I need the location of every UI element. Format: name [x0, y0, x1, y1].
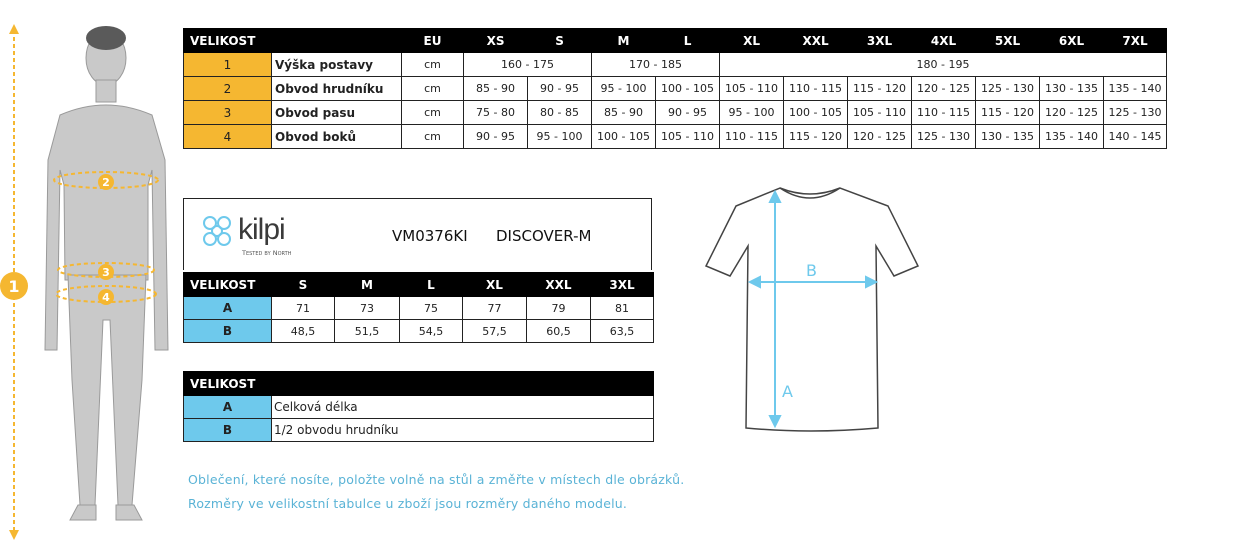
- model-header-box: [183, 198, 652, 270]
- table-row: [184, 101, 1167, 125]
- table-row: [184, 419, 654, 442]
- value-cell: 90 - 95: [464, 125, 528, 149]
- value-cell: 100 - 105: [656, 77, 720, 101]
- value-cell: 110 - 115: [912, 101, 976, 125]
- row-number: 2: [184, 77, 272, 101]
- value-cell: 90 - 95: [528, 77, 592, 101]
- value-cell: 125 - 130: [976, 77, 1040, 101]
- model-size-table: [183, 272, 654, 343]
- row-description: 1/2 obvodu hrudníku: [272, 419, 654, 442]
- size-table-header: [184, 29, 1167, 53]
- tshirt-diagram: [700, 182, 930, 438]
- value-cell: 85 - 90: [464, 77, 528, 101]
- unit-cell: cm: [402, 77, 464, 101]
- label-a: A: [782, 382, 793, 401]
- marker-3-label: 3: [102, 266, 110, 279]
- marker-2-label: 2: [102, 176, 110, 189]
- model-code: VM0376KI: [392, 227, 468, 245]
- row-label: B: [184, 320, 272, 343]
- header-size: XL: [720, 29, 784, 53]
- value-cell: 115 - 120: [848, 77, 912, 101]
- value-cell: 71: [272, 297, 335, 320]
- header-size: 5XL: [976, 29, 1040, 53]
- header-size: XXL: [784, 29, 848, 53]
- header-size: 7XL: [1104, 29, 1167, 53]
- value-cell: 110 - 115: [720, 125, 784, 149]
- row-label: Obvod boků: [272, 125, 402, 149]
- legend-table-header: [184, 372, 654, 396]
- value-cell: 90 - 95: [656, 101, 720, 125]
- header-size: M: [335, 273, 400, 297]
- header-size: M: [592, 29, 656, 53]
- value-cell: 63,5: [591, 320, 654, 343]
- row-label: Obvod pasu: [272, 101, 402, 125]
- header-size: S: [528, 29, 592, 53]
- value-cell: 51,5: [335, 320, 400, 343]
- note-line-2: Rozměry ve velikostní tabulce u zboží jsou rozměry daného modelu.: [188, 496, 628, 511]
- header-velikost: VELIKOST: [184, 273, 272, 297]
- value-cell: 130 - 135: [1040, 77, 1104, 101]
- row-number: 3: [184, 101, 272, 125]
- value-cell: 75: [400, 297, 463, 320]
- value-cell: 73: [335, 297, 400, 320]
- row-label: Obvod hrudníku: [272, 77, 402, 101]
- model-table-header: [184, 273, 654, 297]
- header-size: 3XL: [848, 29, 912, 53]
- row-number: 4: [184, 125, 272, 149]
- row-label: Výška postavy: [272, 53, 402, 77]
- value-cell: 85 - 90: [592, 101, 656, 125]
- body-measurement-figure: [0, 20, 180, 550]
- label-b: B: [806, 261, 817, 280]
- value-cell: 100 - 105: [592, 125, 656, 149]
- value-cell: 110 - 115: [784, 77, 848, 101]
- model-name: DISCOVER-M: [496, 227, 592, 245]
- value-cell: 125 - 130: [912, 125, 976, 149]
- value-cell: 105 - 110: [656, 125, 720, 149]
- value-cell: 130 - 135: [976, 125, 1040, 149]
- value-cell: 105 - 110: [848, 101, 912, 125]
- value-cell: 54,5: [400, 320, 463, 343]
- legend-table: [183, 371, 654, 442]
- value-cell: 120 - 125: [912, 77, 976, 101]
- row-label: A: [184, 396, 272, 419]
- note-line-1: Oblečení, které nosíte, položte volně na stůl a změřte v místech dle obrázků.: [188, 472, 685, 487]
- value-cell: 80 - 85: [528, 101, 592, 125]
- header-velikost: VELIKOST: [184, 29, 402, 53]
- value-cell: 79: [527, 297, 591, 320]
- table-row: [184, 53, 1167, 77]
- value-cell: 135 - 140: [1104, 77, 1167, 101]
- row-label: A: [184, 297, 272, 320]
- brand-name: kilpi: [238, 213, 285, 246]
- value-cell: 75 - 80: [464, 101, 528, 125]
- value-cell: 115 - 120: [784, 125, 848, 149]
- header-size: XS: [464, 29, 528, 53]
- header-size: 6XL: [1040, 29, 1104, 53]
- range-cell: 160 - 175: [464, 53, 592, 77]
- range-cell: 180 - 195: [720, 53, 1167, 77]
- row-number: 1: [184, 53, 272, 77]
- value-cell: 95 - 100: [528, 125, 592, 149]
- value-cell: 105 - 110: [720, 77, 784, 101]
- unit-cell: cm: [402, 101, 464, 125]
- row-description: Celková délka: [272, 396, 654, 419]
- value-cell: 77: [463, 297, 527, 320]
- kilpi-logo-icon: [198, 209, 238, 257]
- row-label: B: [184, 419, 272, 442]
- unit-cell: cm: [402, 125, 464, 149]
- table-row: [184, 396, 654, 419]
- value-cell: 125 - 130: [1104, 101, 1167, 125]
- header-size: L: [656, 29, 720, 53]
- size-table: [183, 28, 1167, 149]
- value-cell: 48,5: [272, 320, 335, 343]
- value-cell: 140 - 145: [1104, 125, 1167, 149]
- value-cell: 120 - 125: [848, 125, 912, 149]
- value-cell: 57,5: [463, 320, 527, 343]
- value-cell: 81: [591, 297, 654, 320]
- value-cell: 120 - 125: [1040, 101, 1104, 125]
- header-size: XL: [463, 273, 527, 297]
- value-cell: 95 - 100: [592, 77, 656, 101]
- value-cell: 95 - 100: [720, 101, 784, 125]
- brand-tagline: Tested by North: [242, 249, 292, 257]
- header-size: L: [400, 273, 463, 297]
- table-row: [184, 125, 1167, 149]
- header-empty: [272, 372, 654, 396]
- table-row: [184, 320, 654, 343]
- value-cell: 60,5: [527, 320, 591, 343]
- header-size: 4XL: [912, 29, 976, 53]
- unit-cell: cm: [402, 53, 464, 77]
- range-cell: 170 - 185: [592, 53, 720, 77]
- tshirt-outline: [706, 188, 918, 431]
- header-eu: EU: [402, 29, 464, 53]
- marker-1-label: 1: [8, 277, 20, 296]
- value-cell: 115 - 120: [976, 101, 1040, 125]
- marker-4-label: 4: [102, 291, 110, 304]
- value-cell: 100 - 105: [784, 101, 848, 125]
- value-cell: 135 - 140: [1040, 125, 1104, 149]
- table-row: [184, 77, 1167, 101]
- header-size: S: [272, 273, 335, 297]
- header-size: 3XL: [591, 273, 654, 297]
- header-size: XXL: [527, 273, 591, 297]
- header-velikost: VELIKOST: [184, 372, 272, 396]
- table-row: [184, 297, 654, 320]
